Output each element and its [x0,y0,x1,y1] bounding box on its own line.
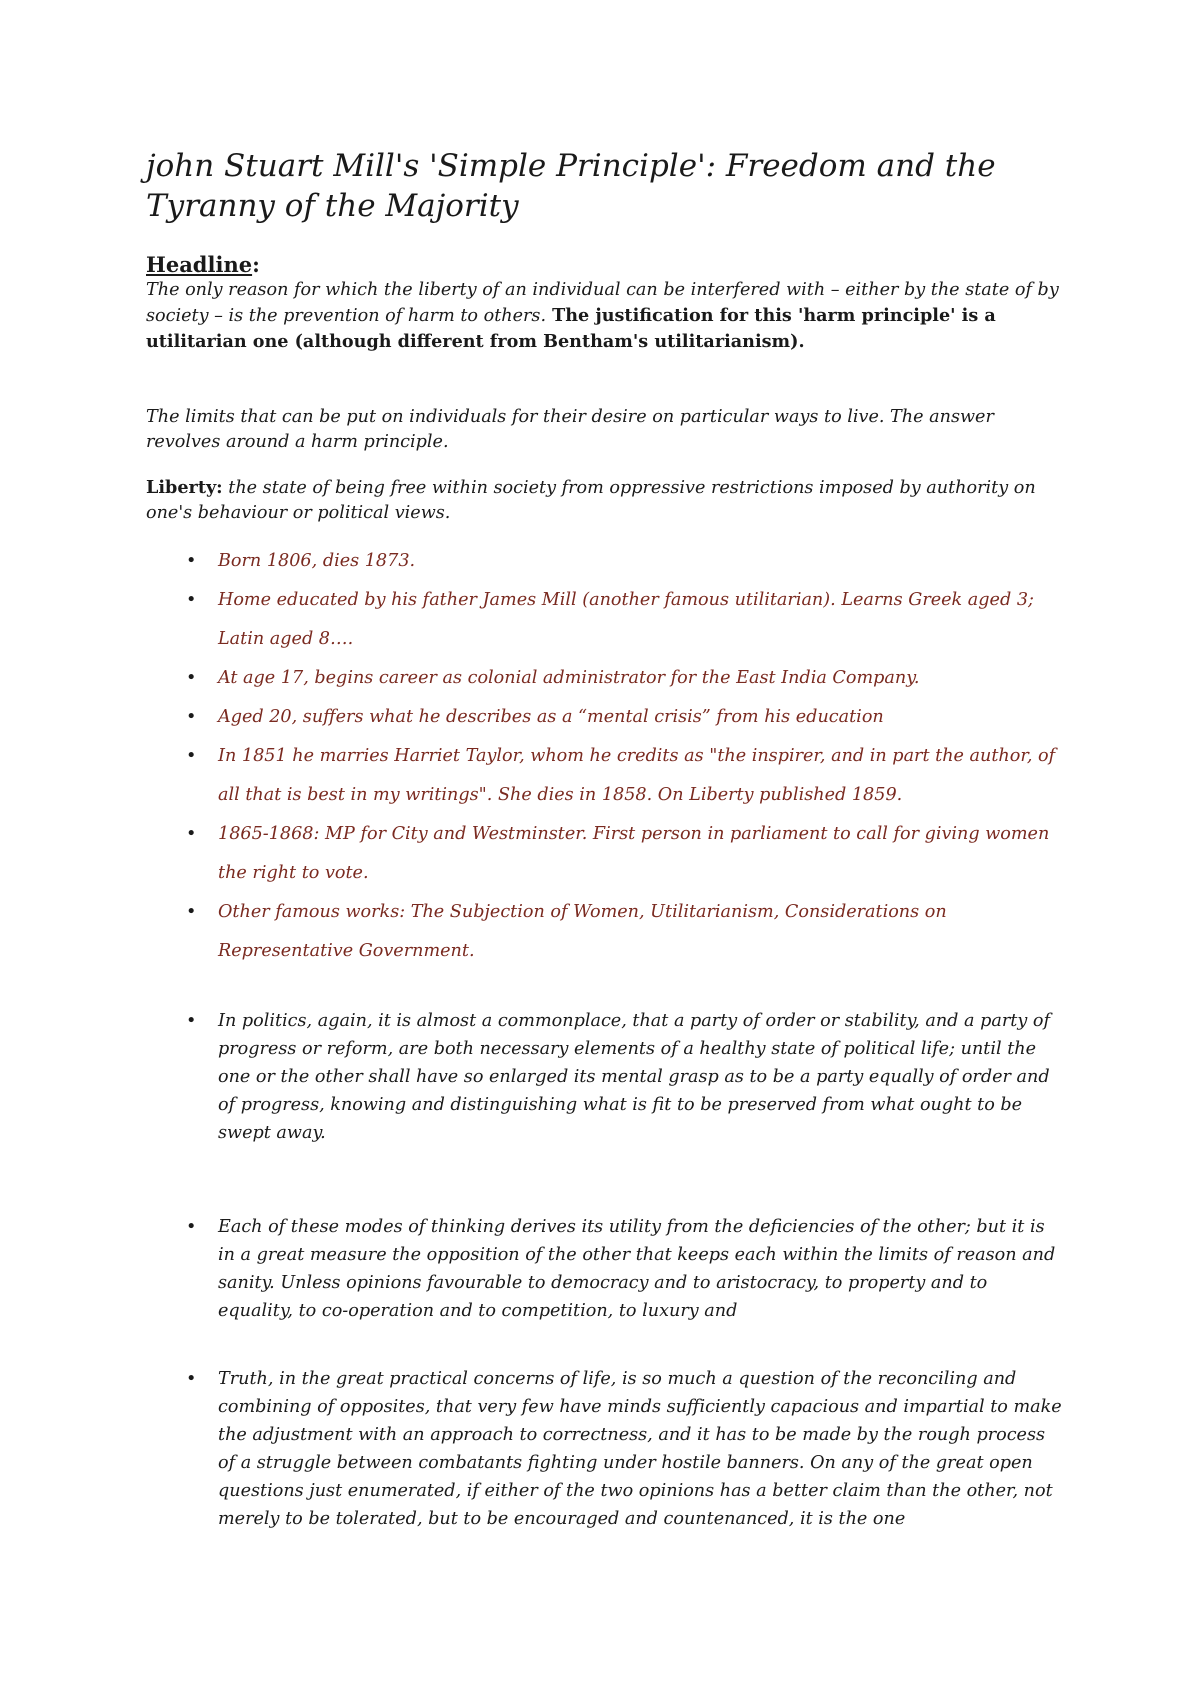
quote-item: • Truth, in the great practical concerns of life, is so much a question of the reconciling and combining of opposites, that very few have minds sufficiently capacious and impartial to make the adjustment with an approach to correctness, and it has to be made by the rough process of a struggle between combatants fighting under hostile banners. On any of the great open questions just enumerated, if either of the two opinions has a better claim than the other, not merely to be tolerated, but to be encouraged and countenanced, it is the one [146,1365,1066,1533]
list-item: • At age 17, begins career as colonial administrator for the East India Company. [146,659,1066,698]
quote-item: • In politics, again, it is almost a commonplace, that a party of order or stability, and a party of progress or reform, are both necessary elements of a healthy state of political life; until the one or the other shall have so enlarged its mental grasp as to be a party equally of order and of progress, knowing and distinguishing what is fit to be preserved from what ought to be swept away. [146,1007,1066,1147]
list-item: • In 1851 he marries Harriet Taylor, whom he credits as "the inspirer, and in part the author, of all that is best in my writings". She dies in 1858. On Liberty published 1859. [146,737,1066,815]
liberty-definition [146,475,1066,526]
liberty-label: Liberty: [146,477,223,498]
headline-colon: : [252,252,260,277]
list-item: • Other famous works: The Subjection of Women, Utilitarianism, Considerations on Representative Government. [146,893,1066,971]
headline-bold-text: The justification for this 'harm principle' is a utilitarian one (although different from Bentham's utilitarianism). [146,305,996,352]
biography-list [146,542,1066,971]
headline-italic-text: The only reason for which the liberty of an individual can be interfered with – either by the state of by society – is the prevention of harm to others. [146,280,1059,326]
bullet-icon: • [186,668,197,688]
limits-paragraph: The limits that can be put on individuals for their desire on particular ways to live. The answer revolves around a harm principle. [146,407,994,452]
document-page [146,146,1066,1533]
bullet-icon: • [186,902,197,922]
quotes-list [146,1007,1066,1533]
list-item: • Born 1806, dies 1873. [146,542,1066,581]
bullet-icon: • [186,1369,197,1389]
bullet-icon: • [186,1217,197,1237]
headline-heading [146,252,1066,278]
bullet-icon: • [186,824,197,844]
list-item: • Aged 20, suffers what he describes as a “mental crisis” from his education [146,698,1066,737]
bullet-icon: • [186,551,197,571]
list-item: • Home educated by his father James Mill (another famous utilitarian). Learns Greek aged 3; Latin aged 8…. [146,581,1066,659]
bullet-icon: • [186,746,197,766]
liberty-def-text: the state of being free within society from oppressive restrictions imposed by authority on one's behaviour or political views. [146,478,1036,523]
headline-paragraph [146,278,1066,355]
page-title: john Stuart Mill's 'Simple Principle': Freedom and the Tyranny of the Majority [146,148,996,224]
bullet-icon: • [186,707,197,727]
quote-item: • Each of these modes of thinking derives its utility from the deficiencies of the other; but it is in a great measure the opposition of the other that keeps each within the limits of reason and sanity. Unless opinions favourable to democracy and to aristocracy, to property and to equality, to co-operation and to competition, to luxury and [146,1213,1066,1325]
bullet-icon: • [186,1011,197,1031]
list-item: • 1865-1868: MP for City and Westminster. First person in parliament to call for giving women the right to vote. [146,815,1066,893]
headline-label: Headline [146,252,253,277]
bullet-icon: • [186,590,197,610]
